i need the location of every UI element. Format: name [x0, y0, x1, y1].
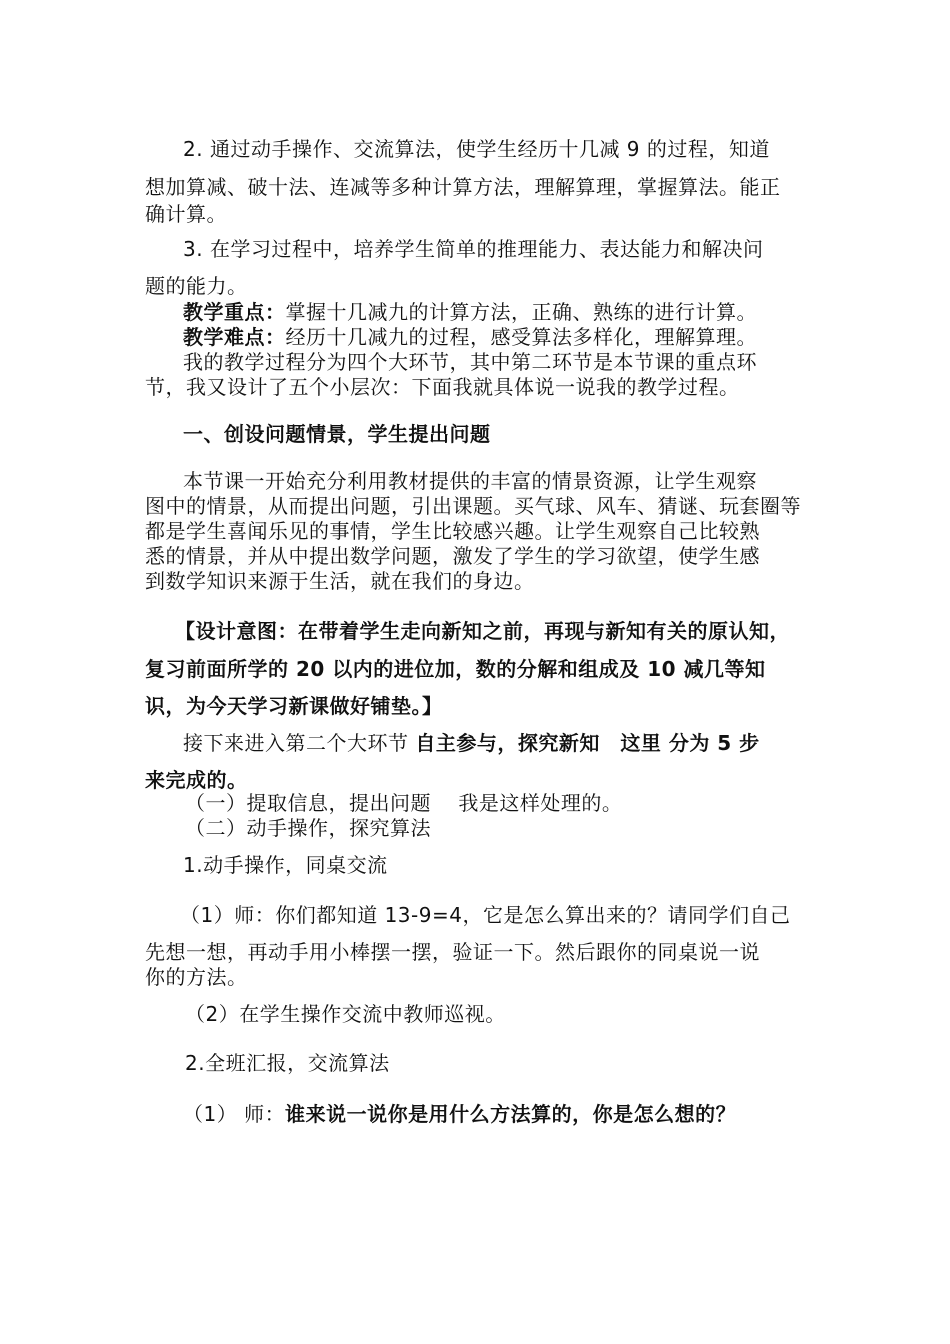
- goal-3-line-2: 题的能力。: [145, 274, 248, 298]
- section-1-line-4: 悉的情景，并从中提出数学问题，激发了学生的学习欲望，使学生感: [145, 544, 760, 568]
- goal-3-line-1: 3. 在学习过程中，培养学生简单的推理能力、表达能力和解决问: [183, 237, 764, 261]
- sub-2-item-1-prefix: （1） 师：: [183, 1102, 286, 1126]
- sub-2-heading: 2.全班汇报，交流算法: [185, 1051, 390, 1075]
- sub-1-heading: 1.动手操作，同桌交流: [183, 853, 388, 877]
- design-intent-line-3: 识，为今天学习新课做好铺垫。】: [145, 694, 443, 718]
- difficulty-text: 经历十几减九的过程，感受算法多样化，理解算理。: [285, 325, 757, 349]
- goal-2-line-1: 2. 通过动手操作、交流算法，使学生经历十几减 9 的过程，知道: [183, 137, 770, 161]
- difficulty: [183, 324, 757, 350]
- sub-1-item-1-line-3: 你的方法。: [145, 965, 248, 989]
- section-2-step-1: （一）提取信息，提出问题 我是这样处理的。: [185, 791, 623, 815]
- section-1-line-3: 都是学生喜闻乐见的事情，学生比较感兴趣。让学生观察自己比较熟: [145, 519, 760, 543]
- sub-1-item-1-line-2: 先想一想，再动手用小棒摆一摆，验证一下。然后跟你的同桌说一说: [145, 940, 760, 964]
- section-2-intro-bold: 自主参与，探究新知 这里 分为 5 步: [415, 731, 760, 755]
- design-intent-line-1: 【设计意图：在带着学生走向新知之前，再现与新知有关的原认知，: [175, 619, 790, 643]
- sub-1-item-1-line-1: （1）师：你们都知道 13-9=4，它是怎么算出来的？请同学们自己: [180, 903, 791, 927]
- design-intent-line-2: 复习前面所学的 20 以内的进位加，数的分解和组成及 10 减几等知: [145, 657, 766, 681]
- goal-2-line-3: 确计算。: [145, 202, 227, 226]
- overview-line-1: 我的教学过程分为四个大环节，其中第二环节是本节课的重点环: [183, 350, 757, 374]
- key-point-label: 教学重点：: [183, 300, 286, 324]
- sub-2-item-1: [183, 1101, 736, 1127]
- sub-1-item-2: （2）在学生操作交流中教师巡视。: [185, 1002, 506, 1026]
- section-1-line-1: 本节课一开始充分利用教材提供的丰富的情景资源，让学生观察: [183, 469, 757, 493]
- key-point-text: 掌握十几减九的计算方法，正确、熟练的进行计算。: [285, 300, 757, 324]
- section-1-line-5: 到数学知识来源于生活，就在我们的身边。: [145, 569, 535, 593]
- section-1-heading: 一、创设问题情景，学生提出问题: [183, 422, 491, 446]
- section-2-intro-line-2: 来完成的。: [145, 768, 248, 792]
- goal-2-line-2: 想加算减、破十法、连减等多种计算方法，理解算理，掌握算法。能正: [145, 175, 781, 199]
- overview-line-2: 节，我又设计了五个小层次：下面我就具体说一说我的教学过程。: [145, 375, 740, 399]
- sub-2-item-1-question: 谁来说一说你是用什么方法算的，你是怎么想的？: [285, 1102, 737, 1126]
- section-1-line-2: 图中的情景，从而提出问题，引出课题。买气球、风车、猜谜、玩套圈等: [145, 494, 801, 518]
- section-2-intro-plain: 接下来进入第二个大环节: [183, 731, 416, 755]
- section-2-intro: [183, 730, 760, 756]
- key-point: [183, 299, 757, 325]
- difficulty-label: 教学难点：: [183, 325, 286, 349]
- section-2-step-2: （二）动手操作，探究算法: [185, 816, 431, 840]
